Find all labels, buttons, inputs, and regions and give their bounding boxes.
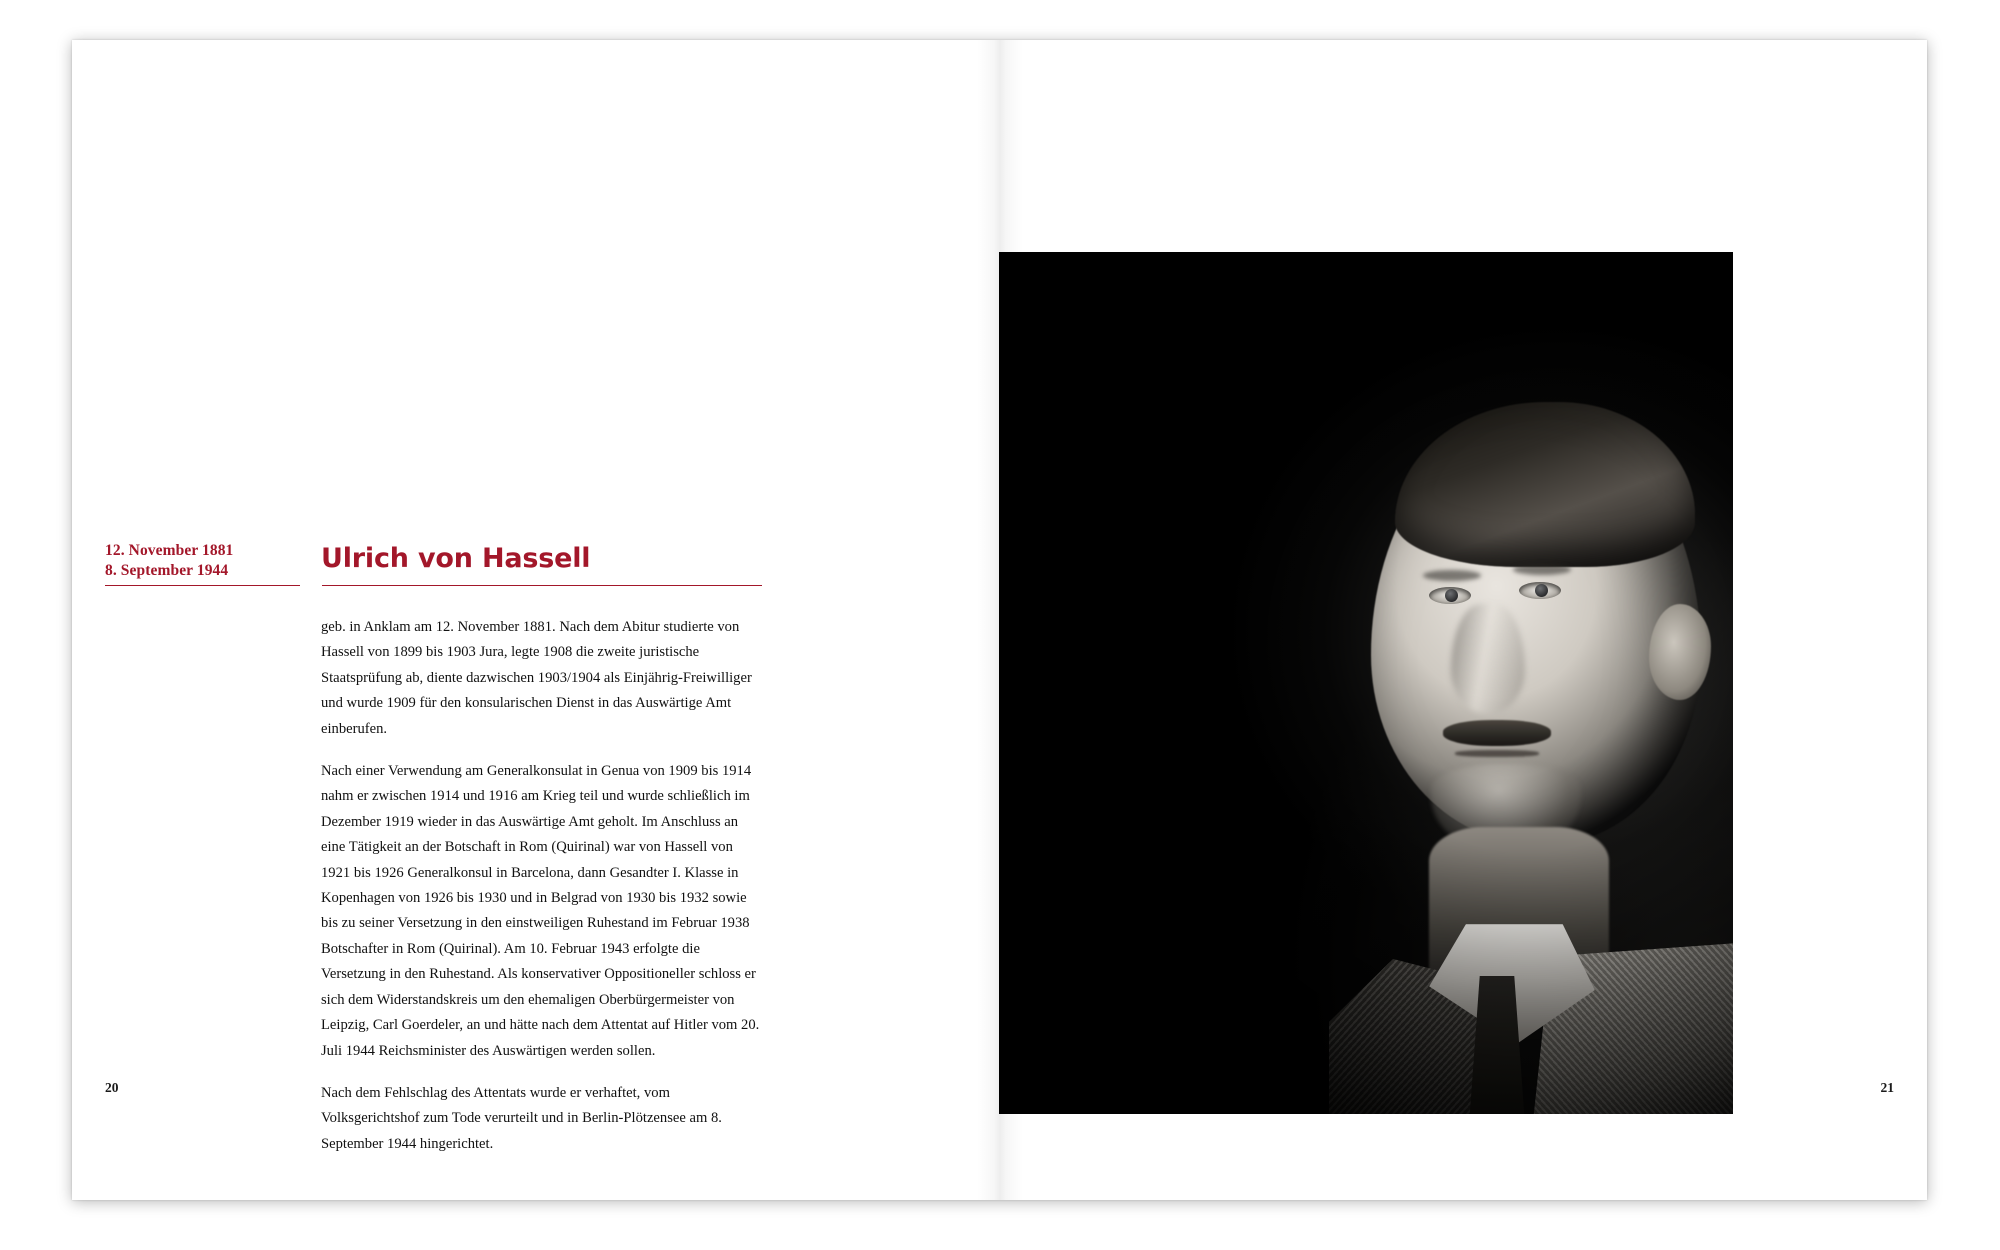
portrait-image <box>999 252 1733 1114</box>
page-number-left: 20 <box>105 1080 119 1095</box>
portrait-photograph <box>999 252 1733 1114</box>
birth-date: 12. November 1881 <box>105 542 234 559</box>
portrait-pupil-right <box>1535 584 1548 597</box>
page-number-right: 21 <box>1880 1080 1894 1095</box>
divider-rule-title <box>322 585 762 586</box>
death-date: 8. September 1944 <box>105 561 229 579</box>
biography-text <box>321 615 763 1157</box>
paragraph-3: Nach dem Fehlschlag des Attentats wurde er verhaftet, vom Volksgerichtshof zum Tode verurteilt und in Berlin-Plötzensee am 8. September 1944 hingerichtet. <box>321 1084 722 1152</box>
left-page <box>72 40 999 1200</box>
portrait-pupil-left <box>1445 589 1458 602</box>
page-title: Ulrich von Hassell <box>321 543 591 574</box>
book-spread <box>72 40 1927 1200</box>
portrait-brow-left <box>1423 570 1481 581</box>
portrait-nose-shape <box>1451 604 1525 714</box>
portrait-mouth-shape <box>1455 750 1539 757</box>
portrait-hair-shape <box>1395 402 1695 567</box>
portrait-moustache-shape <box>1443 720 1551 746</box>
divider-rule-dates <box>105 585 300 586</box>
paragraph-2: Nach einer Verwendung am Generalkonsulat in Genua von 1909 bis 1914 nahm er zwischen 1914 und 1916 am Krieg teil und wurde schließlich im Dezember 1919 wieder in das Auswärtige Amt geholt. Im Anschluss an eine Tätigkeit an der Botschaft in Rom (Quirinal) war von Hassell von 1921 bis 1926 Generalkonsul in Barcelona, dann Gesandter I. Klasse in Kopenhagen von 1926 bis 1930 und in Belgrad von 1930 bis 1932 sowie bis zu seiner Versetzung in den einstweiligen Ruhestand im Februar 1938 Botschafter in Rom (Quirinal). Am 10. Februar 1943 erfolgte die Versetzung in den Ruhestand. Als konservativer Oppositioneller schloss er sich dem Widerstandskreis um den ehemaligen Oberbürgermeister von Leipzig, Carl Goerdeler, an und hätte nach dem Attentat auf Hitler vom 20. Juli 1944 Reichsminister des Auswärtigen werden sollen. <box>321 763 760 1059</box>
life-dates <box>105 541 295 581</box>
paragraph-1: geb. in Anklam am 12. November 1881. Nach dem Abitur studierte von Hassell von 1899 bis 1903 Jura, legte 1908 die zweite juristische Staatsprüfung ab, diente dazwischen 1903/1904 als Einjährig-Freiwilliger und wurde 1909 für den konsularischen Dienst in das Auswärtige Amt einberufen. <box>321 619 752 737</box>
right-page <box>999 40 1927 1200</box>
portrait-ear-shape <box>1649 604 1711 700</box>
portrait-brow-right <box>1513 564 1571 575</box>
